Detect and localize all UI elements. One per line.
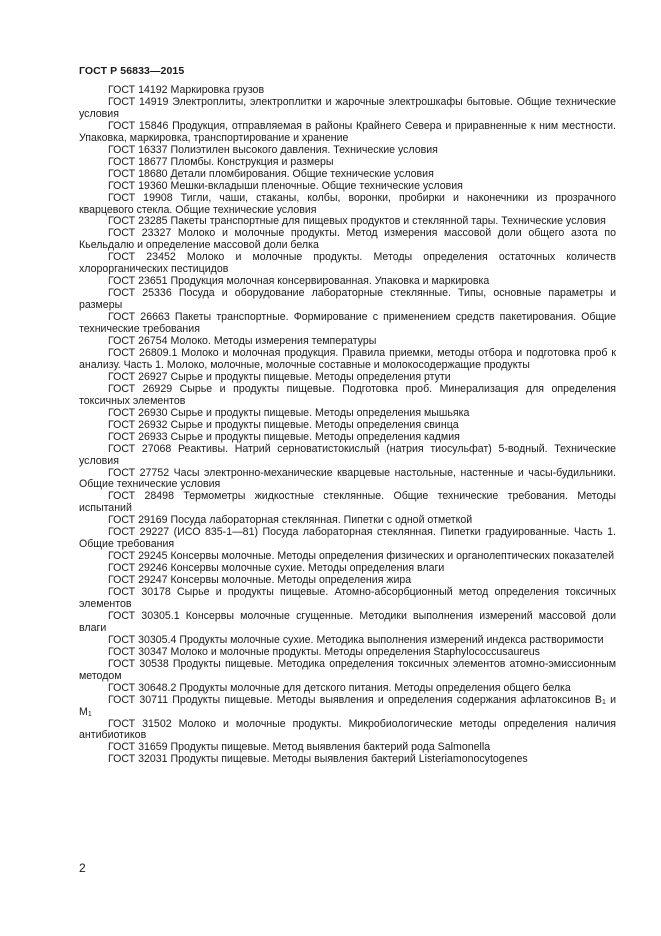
reference-item: ГОСТ 26927 Сырье и продукты пищевые. Методы определения ртути <box>108 370 451 383</box>
normative-references-list <box>79 85 616 766</box>
reference-item: ГОСТ 30648.2 Продукты молочные для детского питания. Методы определения общего белка <box>108 681 571 694</box>
subscript: 1 <box>87 710 92 718</box>
page-number: 2 <box>79 861 86 875</box>
reference-item: ГОСТ 26929 Сырье и продукты пищевые. Подготовка проб. Минерализация для определения токсичных элементов <box>79 382 616 407</box>
reference-item: ГОСТ 26933 Сырье и продукты пищевые. Методы определения кадмия <box>108 430 460 443</box>
reference-item: ГОСТ 26809.1 Молоко и молочная продукция. Правила приемки, методы отбора и подготовка проб к анализу. Часть 1. Молоко, молочные, молочные составные и молокосодержащие продукты <box>79 346 616 371</box>
reference-item: ГОСТ 23651 Продукция молочная консервированная. Упаковка и маркировка <box>108 275 490 288</box>
subscript: 1 <box>601 698 606 706</box>
reference-item: ГОСТ 23285 Пакеты транспортные для пищевых продуктов и стеклянной тары. Технические условия <box>108 215 606 228</box>
reference-item-text: и М <box>79 693 616 718</box>
reference-item: ГОСТ 30538 Продукты пищевые. Методика определения токсичных элементов атомно-эмиссионным методом <box>79 657 616 682</box>
reference-item: ГОСТ 19360 Мешки-вкладыши пленочные. Общие технические условия <box>108 179 463 192</box>
reference-item: ГОСТ 28498 Термометры жидкостные стеклянные. Общие технические требования. Методы испытаний <box>79 490 616 515</box>
reference-item: ГОСТ 30305.4 Продукты молочные сухие. Методика выполнения измерений индекса растворимости <box>108 633 604 646</box>
reference-item: ГОСТ 14919 Электроплиты, электроплитки и жарочные электрошкафы бытовые. Общие технические условия <box>79 95 616 120</box>
reference-item: ГОСТ 31502 Молоко и молочные продукты. Микробиологические методы определения наличия антибиотиков <box>79 717 616 742</box>
reference-item: ГОСТ 29169 Посуда лабораторная стеклянная. Пипетки с одной отметкой <box>108 514 473 527</box>
reference-item: ГОСТ 18680 Детали пломбирования. Общие технические условия <box>108 167 434 180</box>
reference-item <box>79 695 616 719</box>
reference-item: ГОСТ 30305.1 Консервы молочные сгущенные. Методики выполнения измерений массовой доли влаги <box>79 609 616 634</box>
reference-item: ГОСТ 25336 Посуда и оборудование лабораторные стеклянные. Типы, основные параметры и размеры <box>79 287 616 312</box>
reference-item: ГОСТ 23327 Молоко и молочные продукты. Метод измерения массовой доли общего азота по Кьельдалю и определение массовой доли белка <box>79 227 616 252</box>
document-header: ГОСТ Р 56833—2015 <box>79 65 185 77</box>
reference-item-text: ГОСТ 30711 Продукты пищевые. Методы выявления и определения содержания афлатоксинов В <box>108 693 602 706</box>
reference-item: ГОСТ 29246 Консервы молочные сухие. Методы определения влаги <box>108 562 445 575</box>
reference-item: ГОСТ 32031 Продукты пищевые. Методы выявления бактерий Listeriamonocytogenes <box>108 753 528 766</box>
reference-item: ГОСТ 30347 Молоко и молочные продукты. Методы определения Staphylococcusaureus <box>108 645 540 658</box>
reference-item: ГОСТ 29245 Консервы молочные. Методы определения физических и органолептических показателей <box>108 550 615 563</box>
reference-item: ГОСТ 19908 Тигли, чаши, стаканы, колбы, воронки, пробирки и наконечники из прозрачного кварцевого стекла. Общие технические условия <box>79 191 616 216</box>
reference-item: ГОСТ 23452 Молоко и молочные продукты. Методы определения остаточных количеств хлорорганических пестицидов <box>79 251 616 276</box>
reference-item: ГОСТ 30178 Сырье и продукты пищевые. Атомно-абсорбционный метод определения токсичных элементов <box>79 586 616 610</box>
reference-item: ГОСТ 26754 Молоко. Методы измерения температуры <box>108 335 377 348</box>
reference-item: ГОСТ 31659 Продукты пищевые. Метод выявления бактерий рода Salmonella <box>108 741 491 754</box>
reference-item: ГОСТ 18677 Пломбы. Конструкция и размеры <box>108 155 334 168</box>
reference-item: ГОСТ 26932 Сырье и продукты пищевые. Методы определения свинца <box>108 418 459 431</box>
reference-item: ГОСТ 27752 Часы электронно-механические кварцевые настольные, настенные и часы-будильники. Общие технические условия <box>79 466 616 491</box>
reference-item: ГОСТ 29227 (ИСО 835-1—81) Посуда лабораторная стеклянная. Пипетки градуированные. Часть 1. Общие требования <box>79 526 616 551</box>
reference-item: ГОСТ 16337 Полиэтилен высокого давления. Технические условия <box>108 143 438 156</box>
reference-item: ГОСТ 27068 Реактивы. Натрий серноватистокислый (натрия тиосульфат) 5-водный. Технические условия <box>79 442 616 467</box>
reference-item: ГОСТ 15846 Продукция, отправляемая в районы Крайнего Севера и приравненные к ним местности. Упаковка, маркировка, транспортирование и хранение <box>79 119 616 144</box>
reference-item: ГОСТ 26663 Пакеты транспортные. Формирование с применением средств пакетирования. Общие технические требования <box>79 311 616 336</box>
reference-item: ГОСТ 26930 Сырье и продукты пищевые. Методы определения мышьяка <box>108 406 470 419</box>
reference-item: ГОСТ 29247 Консервы молочные. Методы определения жира <box>108 574 412 587</box>
reference-item: ГОСТ 14192 Маркировка грузов <box>108 84 265 96</box>
